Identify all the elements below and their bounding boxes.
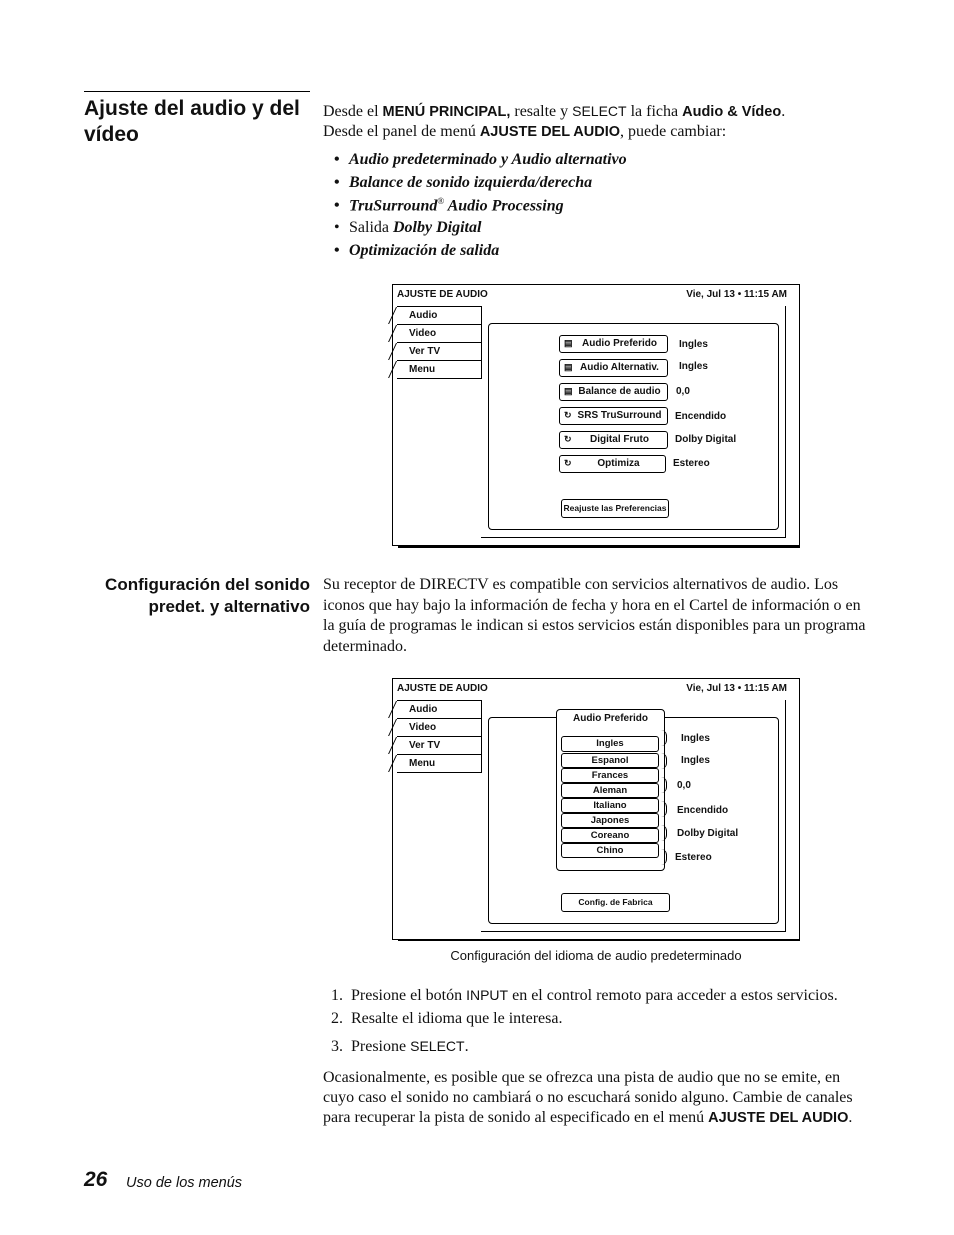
- digital-output-button[interactable]: ↻ Digital Fruto: [559, 431, 668, 449]
- setting-value: Estereo: [675, 852, 712, 863]
- language-dropdown[interactable]: [556, 709, 665, 871]
- step-3: 3. Presione SELECT.: [331, 1038, 469, 1055]
- input-key: INPUT: [466, 987, 509, 1003]
- reset-preferences-button[interactable]: Reajuste las Preferencias: [561, 499, 669, 518]
- audio-setup-term: AJUSTE DEL AUDIO: [479, 124, 621, 140]
- footer-section: Uso de los menús: [126, 1175, 243, 1191]
- setting-value: Dolby Digital: [677, 828, 739, 839]
- cycle-icon: ↻: [564, 458, 572, 468]
- step-2: 2. Resalte el idioma que le interesa.: [331, 1010, 563, 1027]
- tab-ver-tv[interactable]: Ver TV: [397, 342, 482, 360]
- bullet-item: • Balance de sonido izquierda/derecha: [334, 174, 593, 191]
- heading-rule: [84, 91, 310, 92]
- screen-datetime: Vie, Jul 13 • 11:15 AM: [686, 683, 787, 694]
- bullet-item: • TruSurround® Audio Processing: [334, 196, 564, 215]
- list-icon: ▤: [564, 362, 573, 372]
- closing-paragraph: Ocasionalmente, es posible que se ofrezca una pista de audio que no se emite, en cuyo caso el sonido no cambiará o no escuchará sonido alguno. Cambie de canales para recuperar la pista de sonido al especificado en el menú AJUSTE DEL AUDIO.: [323, 1069, 853, 1126]
- setting-value: Ingles: [679, 361, 708, 372]
- dropdown-title: Audio Preferido: [572, 713, 648, 724]
- option-frances[interactable]: Frances: [561, 768, 659, 783]
- audio-preferido-button[interactable]: ▤ Audio Preferido: [559, 335, 668, 353]
- setting-value: Estereo: [673, 458, 710, 469]
- setting-value: Ingles: [681, 755, 710, 766]
- list-icon: ▤: [564, 338, 573, 348]
- main-menu-term: MENÚ PRINCIPAL,: [382, 104, 511, 120]
- tab-audio[interactable]: Audio: [397, 700, 482, 718]
- bullet-item: • Audio predeterminado y Audio alternativo: [334, 151, 627, 168]
- cycle-icon: ↻: [564, 434, 572, 444]
- option-ingles[interactable]: Ingles: [561, 736, 659, 752]
- select-key: SELECT: [572, 103, 627, 119]
- tab-menu[interactable]: Menu: [397, 754, 482, 773]
- option-chino[interactable]: Chino: [561, 843, 659, 858]
- setting-value: Dolby Digital: [675, 434, 737, 445]
- select-key: SELECT: [410, 1038, 465, 1054]
- setting-value: Ingles: [681, 733, 710, 744]
- audio-setup-term: AJUSTE DEL AUDIO: [708, 1110, 849, 1126]
- figure-caption: Configuración del idioma de audio predeterminado: [450, 948, 742, 963]
- factory-reset-button[interactable]: Config. de Fabrica: [561, 893, 670, 912]
- audio-setup-screen: [392, 284, 800, 546]
- setting-value: 0,0: [676, 386, 690, 397]
- intro-paragraph: [323, 101, 883, 142]
- screen-title: AJUSTE DE AUDIO: [397, 683, 488, 694]
- trusurround-button[interactable]: ↻ SRS TruSurround: [559, 407, 668, 425]
- intro-line-1: Desde el MENÚ PRINCIPAL, resalte y SELECT la ficha Audio & Vídeo.: [323, 103, 786, 120]
- audio-video-tab-term: Audio & Vídeo: [682, 104, 782, 120]
- intro-line-2: Desde el panel de menú AJUSTE DEL AUDIO, puede cambiar:: [323, 123, 727, 140]
- setting-value: Encendido: [677, 805, 729, 816]
- audio-setup-screen-dropdown: [392, 678, 800, 940]
- section-heading-default-audio: Configuración del sonido predet. y alternativo: [105, 575, 310, 616]
- setting-value: Encendido: [675, 411, 727, 422]
- bullet-item: • Optimización de salida: [334, 242, 500, 259]
- setting-value: 0,0: [677, 780, 691, 791]
- cycle-icon: ↻: [564, 410, 572, 420]
- tab-menu[interactable]: Menu: [397, 360, 482, 379]
- option-coreano[interactable]: Coreano: [561, 828, 659, 843]
- balance-button[interactable]: ▤ Balance de audio: [559, 383, 668, 401]
- tab-ver-tv[interactable]: Ver TV: [397, 736, 482, 754]
- audio-alternativ-button[interactable]: ▤ Audio Alternativ.: [559, 359, 668, 377]
- bullet-item: • Salida Dolby Digital: [334, 219, 482, 236]
- tab-video[interactable]: Video: [397, 718, 482, 736]
- list-icon: ▤: [564, 386, 573, 396]
- option-italiano[interactable]: Italiano: [561, 798, 659, 813]
- tab-audio[interactable]: Audio: [397, 306, 482, 324]
- section-heading-audio-video: Ajuste del audio y del vídeo: [84, 97, 300, 146]
- step-1: 1. Presione el botón INPUT en el control remoto para acceder a estos servicios.: [331, 987, 838, 1004]
- screen-title: AJUSTE DE AUDIO: [397, 289, 488, 300]
- tab-video[interactable]: Video: [397, 324, 482, 342]
- option-aleman[interactable]: Aleman: [561, 783, 659, 798]
- setting-value: Ingles: [679, 339, 708, 350]
- section2-paragraph: Su receptor de DIRECTV es compatible con servicios alternativos de audio. Los iconos que hay bajo la información de fecha y hora en el Cartel de información o en la guía de programas le indican si estos servicios están disponibles para un programa determinado.: [323, 576, 866, 655]
- screen-datetime: Vie, Jul 13 • 11:15 AM: [686, 289, 787, 300]
- option-espanol[interactable]: Espanol: [561, 753, 659, 768]
- option-japones[interactable]: Japones: [561, 813, 659, 828]
- optimiza-button[interactable]: ↻ Optimiza: [559, 455, 666, 473]
- page-number: 26: [84, 1168, 108, 1191]
